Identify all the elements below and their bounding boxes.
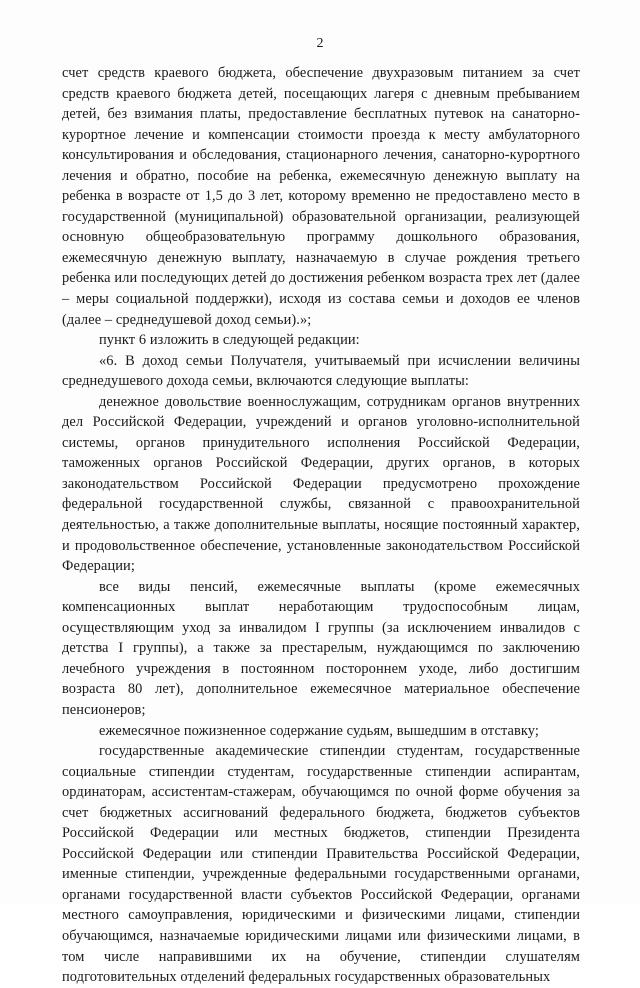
paragraph-item-6: «6. В доход семьи Получателя, учитываемый при исчислении величины среднедушевого дохода семьи, включаются следующие выплаты:: [62, 352, 580, 390]
paragraph-pensions: все виды пенсий, ежемесячные выплаты (кроме ежемесячных компенсационных выплат неработающим трудоспособным лицам, осуществляющим уход за инвалидом I группы (за исключением инвалидов с детства I группы), а также за престарелым, нуждающимся по заключению лечебного учреждения в постоянном постороннем уходе, либо достигшим возраста 80 лет), дополнительное ежемесячное материальное обеспечение пенсионеров;: [62, 578, 580, 718]
paragraph-amendment-intro: пункт 6 изложить в следующей редакции:: [99, 332, 360, 349]
paragraph-judges: ежемесячное пожизненное содержание судьям, вышедшим в отставку;: [99, 722, 540, 739]
document-body: [62, 63, 580, 988]
paragraph-continuation: счет средств краевого бюджета, обеспечение двухразовым питанием за счет средств краевого бюджета детей, посещающих лагеря с дневным пребыванием детей, без взимания платы, предоставление бесплатных путевок на санаторно-курортное лечение и компенсации стоимости проезда к месту амбулаторного консультирования и обследования, стационарного лечения, санаторно-курортного лечения и обратно, пособие на ребенка, ежемесячную денежную выплату на ребенка в возрасте от 1,5 до 3 лет, которому временно не предоставлено место в государственной (муниципальной) образовательной организации, реализующей основную общеобразовательную программу дошкольного образования, ежемесячную денежную выплату, назначаемую в случае рождения третьего ребенка или последующих детей до достижения ребенком возраста трех лет (далее – меры социальной поддержки), исходя из состава семьи и доходов ее членов (далее – среднедушевой доход семьи).»;: [62, 65, 580, 328]
paragraph-military-allowance: денежное довольствие военнослужащим, сотрудникам органов внутренних дел Российской Федерации, учреждений и органов уголовно-исполнительной системы, органов принудительного исполнения Российской Федерации, таможенных органов Российской Федерации, других органов, в которых законодательством Российской Федерации предусмотрено прохождение федеральной государственной службы, связанной с правоохранительной деятельностью, а также дополнительные выплаты, носящие постоянный характер, и продовольственное обеспечение, установленные законодательством Российской Федерации;: [62, 393, 580, 575]
paragraph-stipends: государственные академические стипендии студентам, государственные социальные стипендии студентам, государственные стипендии аспирантам, ординаторам, ассистентам-стажерам, обучающимся по очной форме обучения за счет бюджетных ассигнований федерального бюджета, бюджетов субъектов Российской Федерации или местных бюджетов, стипендии Президента Российской Федерации или стипендии Правительства Российской Федерации, именные стипендии, учрежденные федеральными государственными органами, органами государственной власти субъектов Российской Федерации, органами местного самоуправления, юридическими и физическими лицами, стипендии обучающимся, назначаемые юридическими лицами или физическими лицами, в том числе направившими их на обучение, стипендии слушателям подготовительных отделений федеральных государственных образовательных: [62, 743, 580, 986]
page-number: 2: [316, 36, 324, 51]
